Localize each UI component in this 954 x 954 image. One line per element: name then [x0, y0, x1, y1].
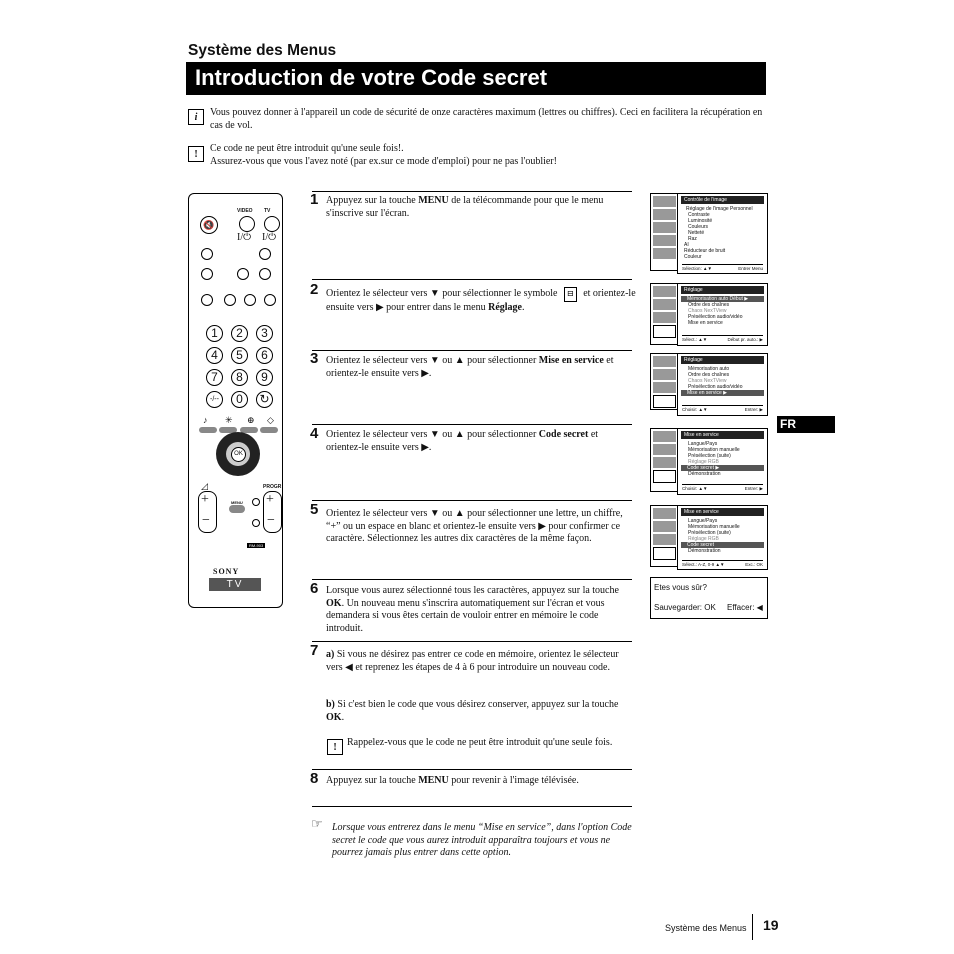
tv-power-icon: I/⏻: [262, 232, 277, 243]
page-title: Introduction de votre Code secret: [195, 65, 548, 90]
menu-screen-footer: Choisir: ▲▼ Entrer: ▶: [682, 407, 763, 412]
red-button[interactable]: [199, 427, 217, 433]
text-button-2[interactable]: [237, 268, 249, 280]
func-button-1[interactable]: [201, 294, 213, 306]
mute-button[interactable]: 🔇: [200, 216, 218, 234]
digit-7-button[interactable]: 7: [206, 369, 223, 386]
step-divider: [312, 641, 632, 642]
digit-6-button[interactable]: 6: [256, 347, 273, 364]
double-digit-button[interactable]: -/--: [206, 391, 223, 408]
digit-2-button[interactable]: 2: [231, 325, 248, 342]
menu-line: Couleur: [684, 254, 702, 260]
step-4-text: Orientez le sélecteur vers ▼ ou ▲ pour sélectionner Code secret et orientez-le ensuite vers ▶.: [326, 429, 599, 453]
teletext-button[interactable]: [201, 248, 213, 260]
step-divider: [312, 579, 632, 580]
menu-screen-footer: Choisir: ▲▼ Entrer: ▶: [682, 486, 763, 491]
video-power-icon: I/⏻: [237, 232, 252, 243]
step-number: 2: [310, 281, 319, 298]
video-button[interactable]: [239, 216, 255, 232]
step-divider: [312, 424, 632, 425]
menu-line: Contraste: [688, 212, 710, 218]
menu-screen-footer: Sélection: ▲▼ Entrer Menu: [682, 266, 763, 271]
menu-screen-footer: Sélect.: A-Z, 0-9 ▲▼ Exc.: OK: [682, 562, 763, 567]
digit-8-button[interactable]: 8: [231, 369, 248, 386]
menu-line: AI: [684, 242, 689, 248]
digit-3-button[interactable]: 3: [256, 325, 273, 342]
page-title-bar: [186, 62, 766, 95]
footer-section: Système des Menus: [665, 923, 747, 933]
menu-line: Mémorisation manuelle: [688, 524, 740, 530]
step-7a-text: a) Si vous ne désirez pas entrer ce code en mémoire, orientez le sélecteur vers ◀ et reprenez les étapes de 4 à 6 pour introduire un nouveau code.: [326, 649, 619, 673]
step-divider: [312, 191, 632, 192]
language-tab-label: FR: [780, 417, 796, 431]
menu-line: Démonstration: [688, 548, 721, 554]
blue-button[interactable]: [260, 427, 278, 433]
digit-9-button[interactable]: 9: [256, 369, 273, 386]
menu-line: Présélection audio/vidéo: [688, 314, 743, 320]
info-icon: i: [188, 109, 204, 125]
step-divider: [312, 769, 632, 770]
menu-line: Réducteur de bruit: [684, 248, 726, 254]
digit-0-button[interactable]: 0: [231, 391, 248, 408]
menu-line: Raz: [688, 236, 697, 242]
menu-line: Ordre des chaînes: [688, 372, 730, 378]
menu-line: Réglage RGB: [688, 536, 719, 542]
func-button-3[interactable]: [244, 294, 256, 306]
func-button-4[interactable]: [264, 294, 276, 306]
progr-label: PROGR: [263, 484, 282, 490]
menu-line-selected: Mémorisation auto Début ▶: [681, 296, 764, 302]
step-3-text: Orientez le sélecteur vers ▼ ou ▲ pour sélectionner Mise en service et orientez-le ensuite vers ▶.: [326, 355, 614, 379]
step-divider: [312, 806, 632, 807]
menu-line: Mise en service: [688, 320, 723, 326]
menu-line: Réglage RGB: [688, 459, 719, 465]
ok-button[interactable]: OK: [231, 447, 246, 462]
menu-line-selected: Mise en service ▶: [681, 390, 764, 396]
remote-tv-label: TV: [264, 208, 271, 214]
menu-line: Mémorisation manuelle: [688, 447, 740, 453]
page-number: 19: [763, 917, 779, 933]
warning-icon: !: [327, 739, 343, 755]
step-5-text: Orientez le sélecteur vers ▼ ou ▲ pour sélectionner une lettre, un chiffre, “+” ou un espace en blanc et orientez-le ensuite vers ▶ pour confirmer ce caractère. Sélectionnez les autres dix caractères de la même façon.: [326, 508, 623, 544]
step-number: 5: [310, 501, 319, 518]
setup-symbol-icon: ⊟: [564, 287, 577, 302]
menu-line: Netteté: [688, 230, 705, 236]
menu-line: Présélection audio/vidéo: [688, 384, 743, 390]
sony-logo: SONY: [213, 567, 240, 576]
menu-screen-header: Réglage: [681, 286, 764, 294]
menu-screen-code: [677, 505, 768, 570]
digit-4-button[interactable]: 4: [206, 347, 223, 364]
program-minus-icon: −: [267, 513, 275, 528]
footer-divider: [752, 914, 753, 940]
tip-hand-icon: ☞: [311, 816, 323, 831]
digit-5-button[interactable]: 5: [231, 347, 248, 364]
sound-icon: ♪: [203, 415, 208, 425]
aux-button-2[interactable]: [252, 519, 260, 527]
confirm-erase: Effacer: ◀: [727, 603, 763, 612]
model-label: RM-903: [249, 543, 264, 548]
menu-line: Réglage de l'image Personnel: [686, 206, 753, 212]
step-divider: [312, 500, 632, 501]
menu-screen-setup: [677, 283, 768, 346]
func-button-2[interactable]: [224, 294, 236, 306]
menu-icon-strip: [650, 283, 679, 345]
program-plus-icon: +: [266, 492, 274, 507]
aux-button-1[interactable]: [252, 498, 260, 506]
info-text: Vous pouvez donner à l'appareil un code de sécurité de onze caractères maximum (lettres ou chiffres). Ceci en facilitera la récupération en cas de vol.: [210, 107, 763, 131]
text-button-3[interactable]: [259, 268, 271, 280]
digit-1-button[interactable]: 1: [206, 325, 223, 342]
menu-line: Langue/Pays: [688, 441, 718, 447]
menu-label: MENU: [231, 500, 243, 505]
volume-plus-icon: +: [201, 492, 209, 507]
menu-screen-installation: [677, 428, 768, 495]
menu-line-selected: Code secret ▶: [681, 465, 764, 471]
warning-line-1: Ce code ne peut être introduit qu'une seule fois!.: [210, 143, 404, 154]
tv-mode-button[interactable]: [259, 248, 271, 260]
tv-button[interactable]: [264, 216, 280, 232]
menu-screen-header: Réglage: [681, 356, 764, 364]
confirm-save: Sauvegarder: OK: [654, 603, 716, 612]
picture-icon: ✳: [225, 415, 233, 425]
menu-screen-header: Mise en service: [681, 508, 764, 516]
step-number: 3: [310, 350, 319, 367]
menu-line: Mémorisation auto: [688, 366, 730, 372]
menu-line-selected: Code secret: [681, 542, 764, 548]
step-6-text: Lorsque vous aurez sélectionné tous les caractères, appuyez sur la touche OK. Un nouveau menu s'inscrira automatiquement sur l'écran et vous demandera si vous êtes certain de vouloir entrer en mémoire le code introduit.: [326, 585, 619, 634]
favourite-icon: ◇: [267, 415, 274, 425]
menu-line: Chaos NexTView: [688, 308, 727, 314]
step-divider: [312, 279, 632, 280]
menu-line: Couleurs: [688, 224, 709, 230]
confirm-dialog: [650, 577, 768, 619]
step-divider: [312, 350, 632, 351]
remote-video-label: VIDEO: [237, 208, 253, 214]
warning-text: [210, 143, 770, 168]
confirm-question: Etes vous sûr?: [654, 583, 707, 592]
step-8-text: Appuyez sur la touche MENU pour revenir à l'image télévisée.: [326, 775, 579, 786]
menu-line: Ordre des chaînes: [688, 302, 730, 308]
text-button-1[interactable]: [201, 268, 213, 280]
volume-icon: ◿: [201, 481, 208, 491]
surround-icon: ⊕: [247, 415, 255, 425]
menu-screen-picture: [677, 193, 768, 274]
step-number: 4: [310, 425, 319, 442]
step-number: 6: [310, 580, 319, 597]
step-number: 1: [310, 191, 319, 208]
tip-text: Lorsque vous entrerez dans le menu “Mise en service”, dans l'option Code secret le code que vous aurez introduit apparaîtra toujours et vous ne pourrez jamais plus entrer dans cette option.: [332, 822, 632, 858]
menu-icon-strip: [650, 505, 679, 567]
step-2-text: Orientez le sélecteur vers ▼ pour sélectionner le symbole ⊟ et orientez-le ensuite vers ▶ pour entrer dans le menu Réglage.: [326, 288, 636, 313]
volume-minus-icon: −: [202, 513, 210, 528]
menu-line: Langue/Pays: [688, 518, 718, 524]
warning-line-2: Assurez-vous que vous l'avez noté (par ex.sur ce mode d'emploi) pour ne pas l'oublier!: [210, 155, 557, 167]
menu-button[interactable]: [229, 505, 245, 513]
tv-badge: TV: [209, 578, 261, 591]
step-number: 8: [310, 770, 319, 787]
menu-line: Luminosité: [688, 218, 713, 224]
menu-icon-strip: [650, 428, 679, 492]
menu-line: Présélection (suite): [688, 453, 731, 459]
language-tab: [777, 416, 835, 433]
menu-line: Chaos NexTView: [688, 378, 727, 384]
remote-control: [188, 193, 283, 608]
step-7-warning: Rappelez-vous que le code ne peut être introduit qu'une seule fois.: [347, 737, 613, 748]
recall-button[interactable]: ↻: [256, 391, 273, 408]
menu-line: Présélection (suite): [688, 530, 731, 536]
menu-screen-header: Contrôle de l'image: [681, 196, 764, 204]
menu-screen-header: Mise en service: [681, 431, 764, 439]
step-1-text: Appuyez sur la touche MENU de la télécommande pour que le menu s'inscrive sur l'écran.: [326, 195, 604, 219]
menu-icon-strip: [650, 193, 679, 271]
step-number: 7: [310, 642, 319, 659]
section-label: Système des Menus: [188, 42, 337, 59]
menu-line: Démonstration: [688, 471, 721, 477]
menu-icon-strip: [650, 353, 679, 410]
menu-screen-footer: Sélect.: ▲▼ Début pr. auto.: ▶: [682, 337, 763, 342]
step-7b-text: b) Si c'est bien le code que vous désirez conserver, appuyez sur la touche OK.: [326, 699, 619, 723]
warning-icon: !: [188, 146, 204, 162]
menu-screen-setup-2: [677, 353, 768, 416]
